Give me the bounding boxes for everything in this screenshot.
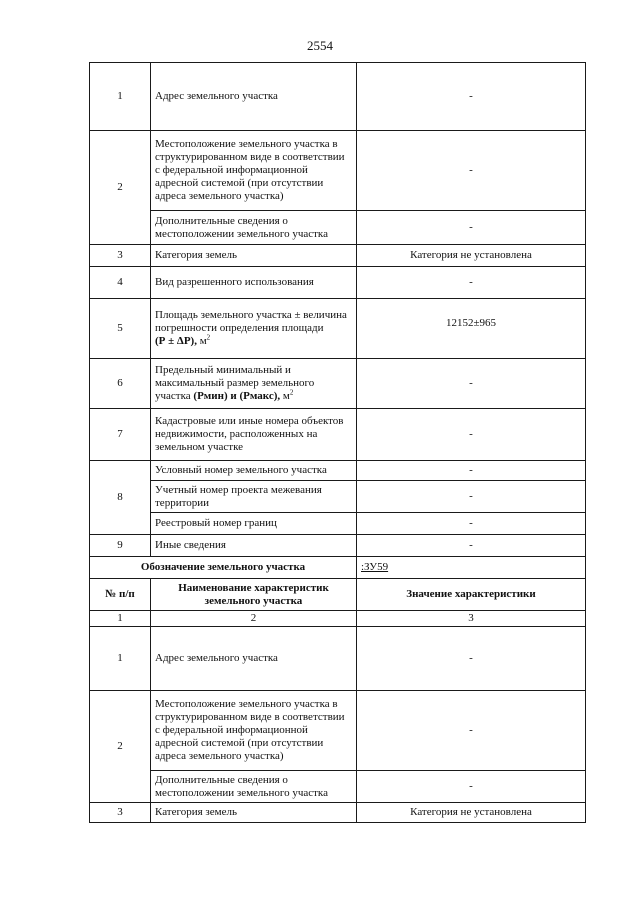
characteristic-label: Реестровый номер границ <box>151 513 357 535</box>
characteristic-value: - <box>357 267 586 299</box>
table-row <box>90 267 586 299</box>
label-unit-exponent: 2 <box>289 388 294 397</box>
table-row <box>90 245 586 267</box>
designation-code: :ЗУ59 <box>361 561 389 573</box>
label-unit: м <box>199 335 207 347</box>
column-header-number: № п/п <box>90 579 151 611</box>
characteristic-label: Дополнительные сведения о местоположении земельного участка <box>151 771 357 803</box>
characteristic-value: - <box>357 409 586 461</box>
column-number-row <box>90 611 586 627</box>
characteristic-label: Категория земель <box>151 803 357 823</box>
designation-label: Обозначение земельного участка <box>90 557 357 579</box>
row-number: 3 <box>90 803 151 823</box>
column-index: 1 <box>90 611 151 627</box>
table-row <box>90 211 586 245</box>
table-row <box>90 481 586 513</box>
characteristic-value: - <box>357 461 586 481</box>
label-formula: (Рмин) и (Рмакс), <box>193 390 281 402</box>
characteristic-label: Категория земель <box>151 245 357 267</box>
table-row <box>90 409 586 461</box>
characteristic-value: - <box>357 131 586 211</box>
characteristic-label: Адрес земельного участка <box>151 627 357 691</box>
table-row <box>90 771 586 803</box>
characteristic-label: Местоположение земельного участка в структурированном виде в соответствии с федеральной информационной адресной системой (при отсутствии адреса земельного участка) <box>151 691 357 771</box>
characteristic-value: - <box>357 63 586 131</box>
row-number: 2 <box>90 691 151 803</box>
row-number: 5 <box>90 299 151 359</box>
label-unit-exponent: 2 <box>206 333 211 342</box>
column-index: 3 <box>357 611 586 627</box>
characteristic-value: Категория не установлена <box>357 245 586 267</box>
row-number: 8 <box>90 461 151 535</box>
characteristic-value: Категория не установлена <box>357 803 586 823</box>
row-number: 4 <box>90 267 151 299</box>
table-row <box>90 627 586 691</box>
characteristic-value: - <box>357 211 586 245</box>
characteristic-value: - <box>357 535 586 557</box>
label-text: Площадь земельного участка ± величина погрешности определения площади <box>155 309 347 334</box>
table-row <box>90 691 586 771</box>
characteristic-value: - <box>357 513 586 535</box>
characteristic-value: - <box>357 691 586 771</box>
characteristic-label <box>151 299 357 359</box>
table-row <box>90 461 586 481</box>
table-row <box>90 513 586 535</box>
row-number: 6 <box>90 359 151 409</box>
characteristic-label: Дополнительные сведения о местоположении земельного участка <box>151 211 357 245</box>
table-row <box>90 359 586 409</box>
column-index: 2 <box>151 611 357 627</box>
characteristic-value: - <box>357 481 586 513</box>
table-row <box>90 535 586 557</box>
table-row <box>90 299 586 359</box>
characteristic-label: Адрес земельного участка <box>151 63 357 131</box>
characteristic-label: Учетный номер проекта межевания территории <box>151 481 357 513</box>
characteristic-value: - <box>357 359 586 409</box>
characteristic-value: - <box>357 627 586 691</box>
row-number: 7 <box>90 409 151 461</box>
characteristic-value: - <box>357 771 586 803</box>
row-number: 3 <box>90 245 151 267</box>
land-plot-table <box>89 62 586 823</box>
row-number: 1 <box>90 627 151 691</box>
row-number: 1 <box>90 63 151 131</box>
characteristic-label: Кадастровые или иные номера объектов недвижимости, расположенных на земельном участке <box>151 409 357 461</box>
label-unit: м <box>282 390 290 402</box>
designation-value <box>357 557 586 579</box>
characteristic-label: Условный номер земельного участка <box>151 461 357 481</box>
characteristic-label <box>151 359 357 409</box>
column-header-name: Наименование характеристик земельного участка <box>151 579 357 611</box>
page-number: 2554 <box>307 38 333 53</box>
column-header-row <box>90 579 586 611</box>
table-row <box>90 131 586 211</box>
label-formula: (Р ± ΔР), <box>155 335 197 347</box>
row-number: 9 <box>90 535 151 557</box>
characteristic-label: Местоположение земельного участка в структурированном виде в соответствии с федеральной информационной адресной системой (при отсутствии адреса земельного участка) <box>151 131 357 211</box>
table-row <box>90 63 586 131</box>
characteristic-value: 12152±965 <box>357 299 586 359</box>
table-row <box>90 803 586 823</box>
label-text: Предельный минимальный и максимальный размер земельного участка <box>155 364 315 402</box>
designation-row <box>90 557 586 579</box>
row-number: 2 <box>90 131 151 245</box>
characteristic-label: Вид разрешенного использования <box>151 267 357 299</box>
column-header-value: Значение характеристики <box>357 579 586 611</box>
characteristic-label: Иные сведения <box>151 535 357 557</box>
